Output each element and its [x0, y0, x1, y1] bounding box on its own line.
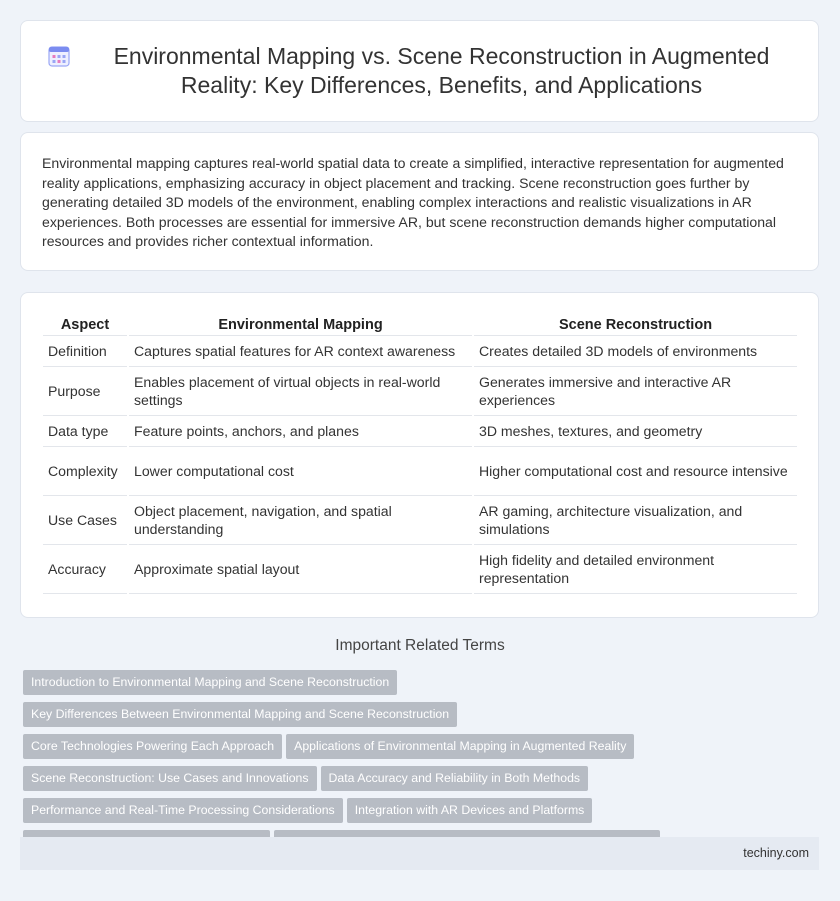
cell-scene-reconstruction: Generates immersive and interactive AR experiences [474, 367, 797, 416]
header-environmental-mapping: Environmental Mapping [129, 311, 472, 336]
related-term-tag[interactable]: Scene Reconstruction: Use Cases and Innovations [23, 766, 317, 791]
related-term-tag[interactable]: Integration with AR Devices and Platforms [347, 798, 593, 823]
related-terms-tags [23, 670, 823, 862]
calendar-grid-icon [48, 45, 70, 67]
header-aspect: Aspect [43, 311, 127, 336]
related-term-tag[interactable]: Data Accuracy and Reliability in Both Methods [321, 766, 589, 791]
related-term-tag[interactable]: Performance and Real-Time Processing Considerations [23, 798, 343, 823]
title-wrap [21, 42, 818, 100]
page-title: Environmental Mapping vs. Scene Reconstruction in Augmented Reality: Key Differences, Benefits, and Applications [113, 43, 770, 98]
cell-environmental-mapping: Object placement, navigation, and spatial understanding [129, 496, 472, 545]
cell-environmental-mapping: Enables placement of virtual objects in real-world settings [129, 367, 472, 416]
cell-aspect: Purpose [43, 367, 127, 416]
comparison-card [20, 292, 819, 618]
cell-environmental-mapping: Captures spatial features for AR context awareness [129, 336, 472, 367]
table-row [43, 367, 797, 416]
cell-aspect: Complexity [43, 447, 127, 496]
cell-aspect: Use Cases [43, 496, 127, 545]
related-terms-title: Important Related Terms [335, 637, 505, 654]
table-row [43, 496, 797, 545]
related-term-tag[interactable]: Core Technologies Powering Each Approach [23, 734, 282, 759]
cell-environmental-mapping: Lower computational cost [129, 447, 472, 496]
table-row [43, 336, 797, 367]
related-term-tag[interactable]: Applications of Environmental Mapping in Augmented Reality [286, 734, 634, 759]
cell-scene-reconstruction: Creates detailed 3D models of environments [474, 336, 797, 367]
cell-scene-reconstruction: Higher computational cost and resource intensive [474, 447, 797, 496]
cell-scene-reconstruction: High fidelity and detailed environment representation [474, 545, 797, 594]
intro-card [20, 132, 819, 271]
cell-environmental-mapping: Feature points, anchors, and planes [129, 416, 472, 447]
header-scene-reconstruction: Scene Reconstruction [474, 311, 797, 336]
comparison-table [41, 311, 799, 594]
footer-site-link[interactable]: techiny.com [743, 846, 809, 860]
footer [20, 837, 819, 870]
cell-scene-reconstruction: 3D meshes, textures, and geometry [474, 416, 797, 447]
related-term-tag[interactable]: Key Differences Between Environmental Mapping and Scene Reconstruction [23, 702, 457, 727]
cell-aspect: Accuracy [43, 545, 127, 594]
title-card [20, 20, 819, 122]
cell-aspect: Definition [43, 336, 127, 367]
table-header-row [43, 311, 797, 336]
table-row [43, 447, 797, 496]
related-term-tag[interactable]: Introduction to Environmental Mapping and Scene Reconstruction [23, 670, 397, 695]
cell-scene-reconstruction: AR gaming, architecture visualization, and simulations [474, 496, 797, 545]
cell-environmental-mapping: Approximate spatial layout [129, 545, 472, 594]
table-row [43, 416, 797, 447]
cell-aspect: Data type [43, 416, 127, 447]
table-row [43, 545, 797, 594]
intro-paragraph: Environmental mapping captures real-world spatial data to create a simplified, interactive representation for augmented reality applications, emphasizing accuracy in object placement and tracking. Scene reconstruction goes further by generating detailed 3D models of the environment, enabling complex interactions and realistic visualizations in AR experiences. Both processes are essential for immersive AR, but scene reconstruction demands higher computational resources and provides richer contextual information. [42, 155, 784, 250]
